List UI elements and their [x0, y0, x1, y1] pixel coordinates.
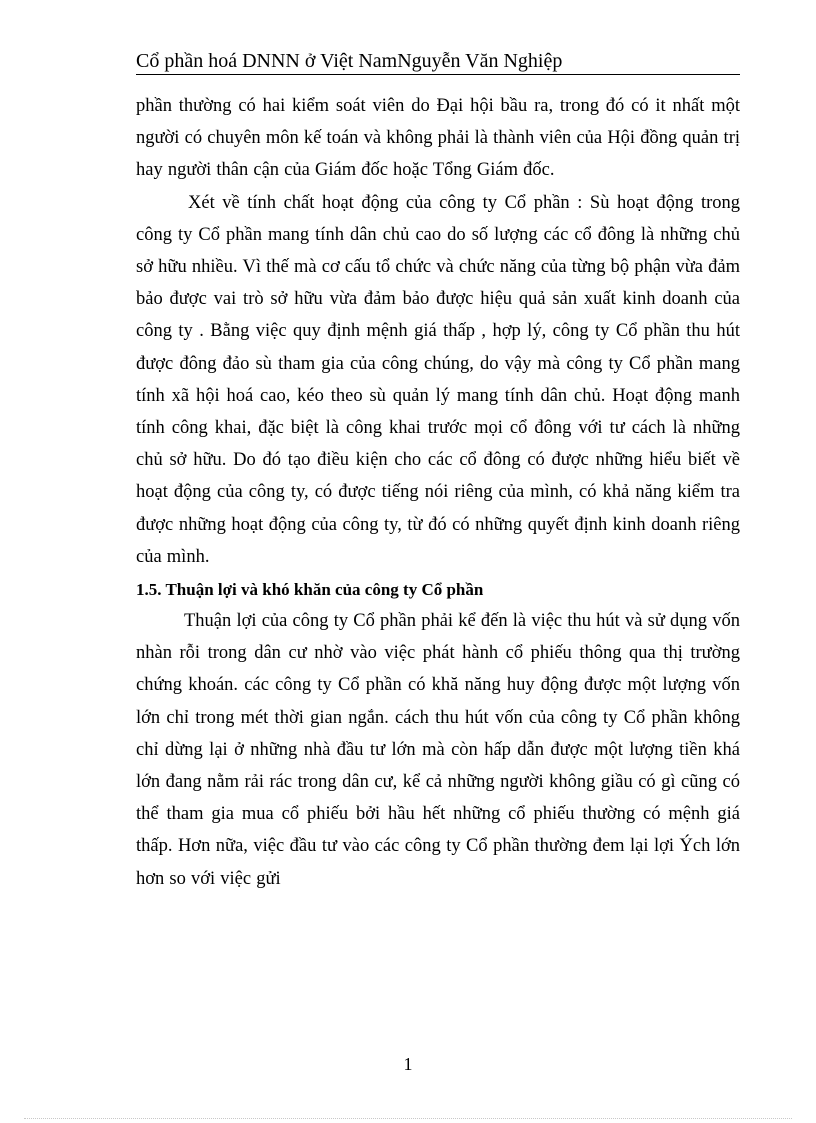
header-title: Cổ phần hoá DNNN ở Việt Nam: [136, 50, 398, 72]
paragraph-advantages: Thuận lợi của công ty Cổ phần phải kể đến là việc thu hút và sử dụng vốn nhàn rỗi trong dân cư nhờ vào việc phát hành cổ phiếu thông qua thị trường chứng khoán. các công ty Cổ phần có khă năng huy động được một lượng vốn lớn chỉ trong mét thời gian ngắn. cách thu hút vốn của công ty Cổ phần không chỉ dừng lại ở những nhà đầu tư lớn mà còn hấp dẫn được một lượng tiền khá lớn đang nằm rải rác trong dân cư, kể cả những người không giầu có gì cũng có thể tham gia mua cổ phiếu bởi hầu hết những cổ phiếu thường có mệnh giá thấp. Hơn nữa, việc đầu tư vào các công ty Cổ phần thường đem lại lợi Ých lớn hơn so với việc gửi: [136, 611, 740, 889]
document-body: [136, 90, 740, 895]
paragraph-characteristics: Xét về tính chất hoạt động của công ty Cổ phần : Sù hoạt động trong công ty Cổ phần mang tính dân chủ cao do số lượng các cổ đông là những chủ sở hữu nhiều. Vì thế mà cơ cấu tổ chức và chức năng của từng bộ phận vừa đảm bảo được vai trò sở hữu vừa đảm bảo được hiệu quả sản xuất kinh doanh của công ty . Bằng việc quy định mệnh giá thấp , hợp lý, công ty Cổ phần thu hút được đông đảo sù tham gia của công chúng, do vậy mà công ty Cổ phần mang tính xã hội hoá cao, kéo theo sù quản lý mang tính dân chủ. Hoạt động manh tính công khai, đặc biệt là công khai trước mọi cổ đông với tư cách là những chủ sở hữu. Do đó tạo điều kiện cho các cổ đông có được những hiểu biết về hoạt động của công ty, có được tiếng nói riêng của mình, có khả năng kiểm tra được những hoạt động của công ty, từ đó có những quyết định kinh doanh riêng của mình.: [136, 192, 740, 567]
page-header: [136, 48, 740, 75]
header-author: Nguyễn Văn Nghiệp: [397, 50, 563, 72]
section-heading: 1.5. Thuận lợi và khó khăn của công ty Cổ phần: [136, 580, 484, 600]
page-number: 1: [403, 1054, 413, 1074]
paragraph-continuation: phần thường có hai kiểm soát viên do Đại hội bầu ra, trong đó có it nhất một người có chuyên môn kế toán và không phải là thành viên của Hội đồng quản trị hay người thân cận của Giám đốc hoặc Tổng Giám đốc.: [136, 96, 740, 181]
footer-divider: [24, 1118, 792, 1119]
